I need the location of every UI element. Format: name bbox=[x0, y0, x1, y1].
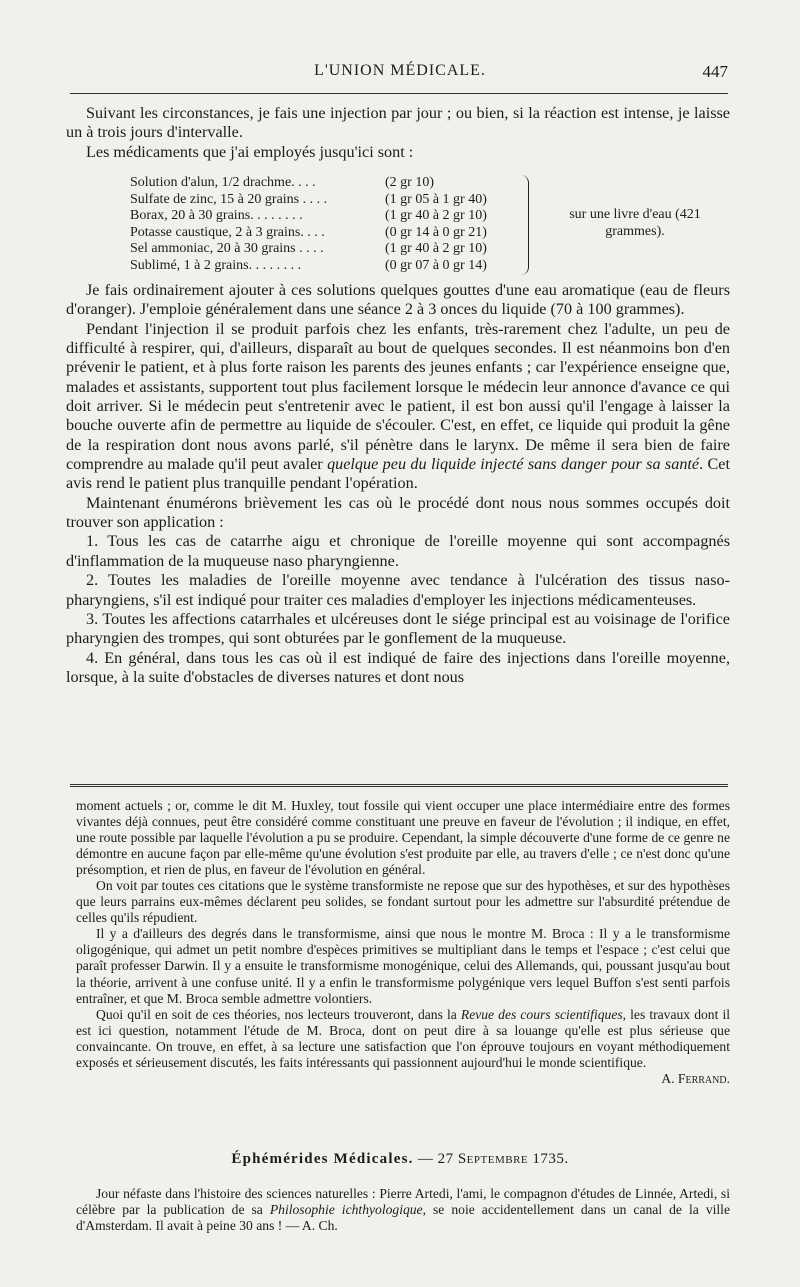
paragraph: moment actuels ; or, comme le dit M. Huxley, tout fossile qui vient occuper une place intermédiaire entre des formes vivantes déjà connues, peut être considéré comme constituant une preuve en faveur de l'évolution ; il indique, en effet, une route possible par laquelle l'évolution a pu se produire. Cependant, la simple découverte d'une forme de ce genre ne démontre en aucune façon par elle-même qu'une évolution s'est produite par elle, au travers d'elle ; ce n'est donc qu'une présomption, et rien de plus, en faveur de l'évolution en général. bbox=[76, 798, 730, 878]
paragraph: Je fais ordinairement ajouter à ces solutions quelques gouttes d'une eau aromatique (eau de fleurs d'oranger). J'emploie généralement dans une séance 2 à 3 onces du liquide (70 à 100 grammes). bbox=[66, 281, 730, 319]
main-text-intro bbox=[66, 104, 730, 162]
italic-run: quelque peu du liquide injecté sans danger pour sa santé bbox=[327, 455, 700, 474]
list-item: 2. Toutes les maladies de l'oreille moyenne avec tendance à l'ulcération des tissus naso-pharyngiens, s'il est indiqué pour traiter ces maladies d'employer les injections médicamenteuses. bbox=[66, 571, 730, 609]
brace-note: sur une livre d'eau (421 grammes). bbox=[569, 207, 701, 239]
text-run: Pendant l'injection il se produit parfois chez les enfants, très-rarement chez l'adulte, un peu de difficulté à respirer, qui, d'ailleurs, disparaît au bout de quelques secondes. Il est néanmoins bon d'en prévenir le patient, et à plus forte raison les parents des jeunes enfants ; car l'expérience enseigne que, malades et assistants, supportent tout plus facilement lorsque le médecin leur annonce d'avance ce qui doit arriver. Si le médecin peut s'entretenir avec le patient, il est bon aussi qu'il l'engage à laisser la bouche ouverte afin de permettre au liquide de s'écouler. C'est, en effet, ce liquide qui produit la gêne de la respiration dont nous avons parlé, s'il pénètre dans le larynx. De même il sera bien de faire comprendre au malade qu'il peut avaler bbox=[66, 319, 730, 474]
text-run: Quoi qu'il en soit de ces théories, nos lecteurs trouveront, dans la bbox=[96, 1006, 461, 1022]
italic-run: Philosophie ichthyologique bbox=[269, 1202, 423, 1218]
dosage-table bbox=[130, 175, 730, 275]
drug-name: Potasse caustique, 2 à 3 grains. . . . bbox=[130, 224, 325, 240]
section-rule bbox=[70, 784, 728, 787]
drug-dose: (0 gr 14 à 0 gr 21) bbox=[385, 224, 487, 240]
page-number: 447 bbox=[702, 62, 728, 81]
drug-name: Sulfate de zinc, 15 à 20 grains . . . . bbox=[130, 191, 328, 207]
drug-dose: (1 gr 40 à 2 gr 10) bbox=[385, 241, 487, 257]
list-item: 1. Tous les cas de catarrhe aigu et chronique de l'oreille moyenne qui sont accompagnés d'inflammation de la muqueuse naso pharyngienne. bbox=[66, 532, 730, 570]
ephemerides-heading bbox=[70, 1151, 730, 1168]
main-text-body bbox=[66, 281, 730, 687]
paragraph: Maintenant énumérons brièvement les cas où le procédé dont nous nous sommes occupés doit trouver son application : bbox=[66, 493, 730, 532]
drug-dose: (1 gr 40 à 2 gr 10) bbox=[385, 208, 487, 224]
running-title: L'UNION MÉDICALE. bbox=[314, 62, 486, 79]
paragraph: Suivant les circonstances, je fais une injection par jour ; ou bien, si la réaction est intense, je laisse un à trois jours d'intervalle. bbox=[66, 104, 730, 142]
paragraph bbox=[66, 320, 730, 494]
heading-dash: — bbox=[417, 1151, 434, 1167]
drug-dose: (1 gr 05 à 1 gr 40) bbox=[385, 191, 487, 207]
italic-run: Revue des cours scientifiques bbox=[460, 1006, 623, 1022]
paragraph: Il y a d'ailleurs des degrés dans le transformisme, ainsi que nous le montre M. Broca : Il y a le transformisme oligogénique, qui admet un petit nombre d'espèces primitives se multipliant dans le temps et l'espace ; c'est celui que paraît professer Darwin. Il y a ensuite le transformisme monogénique, celui des Allemands, qui, poussant jusqu'au bout la théorie, arrivent à une confuse unité. Il y a enfin le transformisme polygénique vers lequel Buffon s'est senti parfois entraîner, et que M. Broca semble admettre volontiers. bbox=[76, 926, 730, 1006]
drug-dose: (0 gr 07 à 0 gr 14) bbox=[385, 258, 487, 273]
feuilleton-text bbox=[76, 798, 730, 1087]
page-header bbox=[70, 62, 730, 86]
brace bbox=[518, 175, 529, 275]
list-item: 3. Toutes les affections catarrhales et ulcéreuses dont le siége principal est au voisinage de l'orifice pharyngien des trompes, qui sont obturées par le gonflement de la muqueuse. bbox=[66, 609, 730, 648]
drug-name: Solution d'alun, 1/2 drachme. . . . bbox=[130, 175, 316, 190]
drug-dose: (2 gr 10) bbox=[385, 175, 434, 190]
author-signature bbox=[76, 1071, 730, 1087]
paragraph bbox=[76, 1186, 730, 1235]
header-rule bbox=[70, 93, 728, 94]
ephemerides-date: 27 Septembre 1735. bbox=[437, 1151, 569, 1167]
text-run: . Cet avis rend le patient plus tranquille pendant l'opération. bbox=[66, 455, 730, 493]
list-item: 4. En général, dans tous les cas où il est indiqué de faire des injections dans l'oreille moyenne, lorsque, à la suite d'obstacles de diverses natures et dont nous bbox=[66, 648, 730, 686]
text-run: Jour néfaste dans l'histoire des sciences naturelles : Pierre Artedi, l'ami, le compagnon d'études de Linnée, Artedi, si célèbre par la publication de sa bbox=[76, 1186, 730, 1218]
ephemerides-text bbox=[76, 1186, 730, 1235]
paragraph: Les médicaments que j'ai employés jusqu'ici sont : bbox=[86, 142, 414, 161]
text-run: , se noie accidentellement dans un canal de la ville d'Amsterdam. Il avait à peine 30 ans ! — A. Ch. bbox=[76, 1202, 730, 1234]
signature-text: A. Ferrand. bbox=[661, 1070, 730, 1086]
text-run: , les travaux dont il est ici question, notamment l'étude de M. Broca, dont on peut dire à sa louange qu'elle est plus sérieuse que convaincante. On trouve, en effet, à sa lecture une satisfaction que l'on éprouve toujours en voyant méthodiquement exposés et sérieusement discutés, les faits intéressants qui passionnent aujourd'hui le monde scientifique. bbox=[76, 1006, 731, 1070]
drug-name: Borax, 20 à 30 grains. . . . . . . . bbox=[130, 208, 303, 224]
drug-name: Sublimé, 1 à 2 grains. . . . . . . . bbox=[130, 258, 302, 273]
drug-name: Sel ammoniac, 20 à 30 grains . . . . bbox=[130, 241, 324, 257]
paragraph bbox=[76, 1007, 730, 1071]
ephemerides-title: Éphémérides Médicales. bbox=[231, 1151, 414, 1167]
paragraph: On voit par toutes ces citations que le système transformiste ne repose que sur des hypothèses, et sur des hypothèses que leurs parrains eux-mêmes déclarent peu solides, se fondant surtout pour les admettre sur l'absurdité prétendue de celles qu'ils répudient. bbox=[76, 878, 730, 926]
